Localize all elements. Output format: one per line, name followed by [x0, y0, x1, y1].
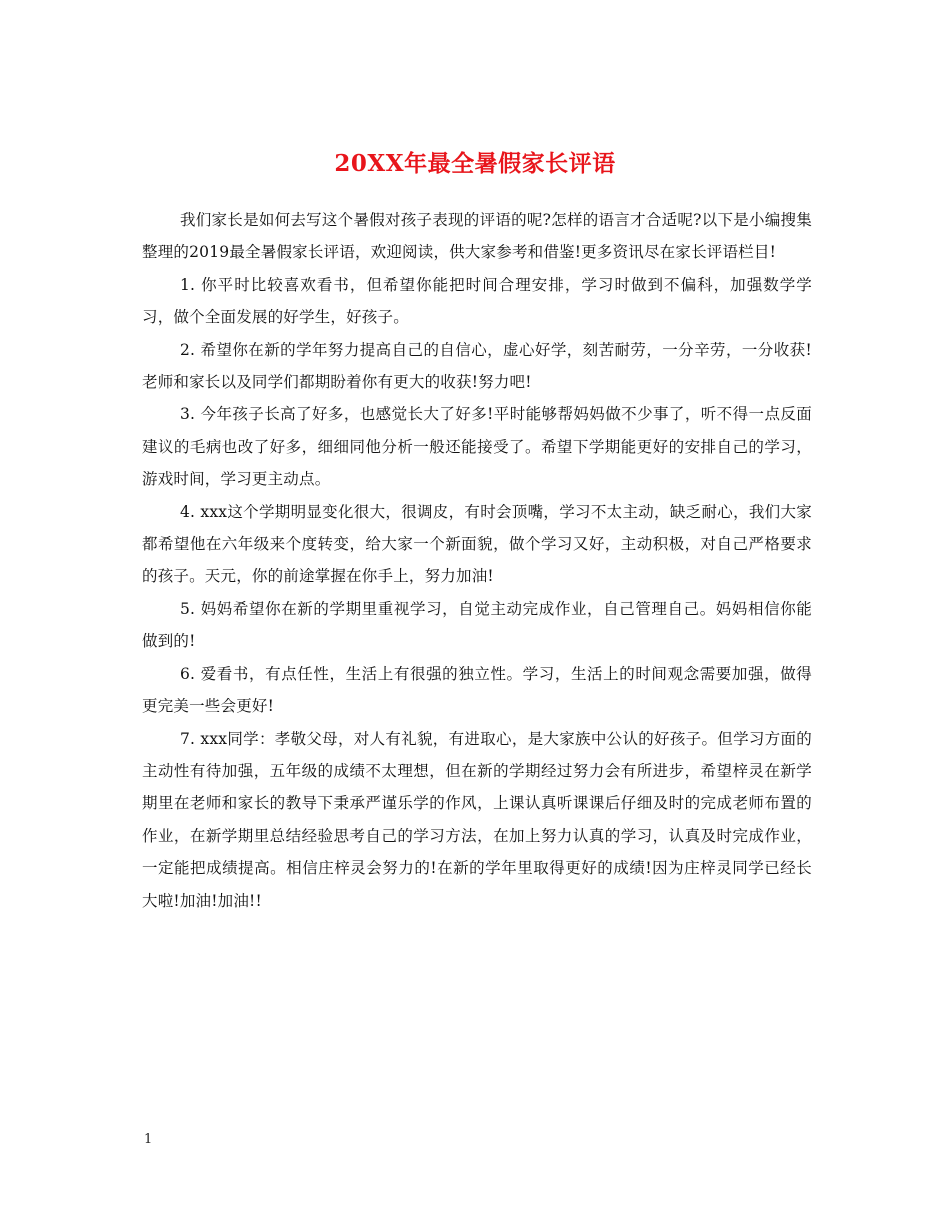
page-title: 20XX年最全暑假家长评语	[334, 150, 616, 178]
comment-paragraph-6: 6. 爱看书，有点任性，生活上有很强的独立性。学习，生活上的时间观念需要加强，做得更完美一些会更好!	[142, 664, 812, 716]
page-number: 1	[144, 1132, 153, 1147]
comment-paragraph-2: 2. 希望你在新的学年努力提高自己的自信心，虚心好学，刻苦耐劳，一分辛劳，一分收获!老师和家长以及同学们都期盼着你有更大的收获!努力吧!	[142, 340, 812, 392]
document-body	[142, 204, 812, 917]
comment-paragraph-3: 3. 今年孩子长高了好多，也感觉长大了好多!平时能够帮妈妈做不少事了，听不得一点反面建议的毛病也改了好多，细细同他分析一般还能接受了。希望下学期能更好的安排自己的学习，游戏时间，学习更主动点。	[142, 405, 812, 489]
comment-paragraph-5: 5. 妈妈希望你在新的学期里重视学习，自觉主动完成作业，自己管理自己。妈妈相信你能做到的!	[142, 599, 812, 651]
comment-paragraph-1: 1. 你平时比较喜欢看书，但希望你能把时间合理安排，学习时做到不偏科，加强数学学习，做个全面发展的好学生，好孩子。	[142, 275, 812, 327]
intro-paragraph: 我们家长是如何去写这个暑假对孩子表现的评语的呢?怎样的语言才合适呢?以下是小编搜集整理的2019最全暑假家长评语，欢迎阅读，供大家参考和借鉴!更多资讯尽在家长评语栏目!	[142, 211, 812, 262]
comment-paragraph-4: 4. xxx这个学期明显变化很大，很调皮，有时会顶嘴，学习不太主动，缺乏耐心，我们大家都希望他在六年级来个度转变，给大家一个新面貌，做个学习又好，主动积极，对自己严格要求的孩子。天元，你的前途掌握在你手上，努力加油!	[142, 502, 812, 586]
comment-paragraph-7: 7. xxx同学：孝敬父母，对人有礼貌，有进取心，是大家族中公认的好孩子。但学习方面的主动性有待加强，五年级的成绩不太理想，但在新的学期经过努力会有所进步，希望梓灵在新学期里在老师和家长的教导下秉承严谨乐学的作风，上课认真听课课后仔细及时的完成老师布置的作业，在新学期里总结经验思考自己的学习方法，在加上努力认真的学习，认真及时完成作业，一定能把成绩提高。相信庄梓灵会努力的!在新的学年里取得更好的成绩!因为庄梓灵同学已经长大啦!加油!加油!!	[142, 729, 812, 910]
